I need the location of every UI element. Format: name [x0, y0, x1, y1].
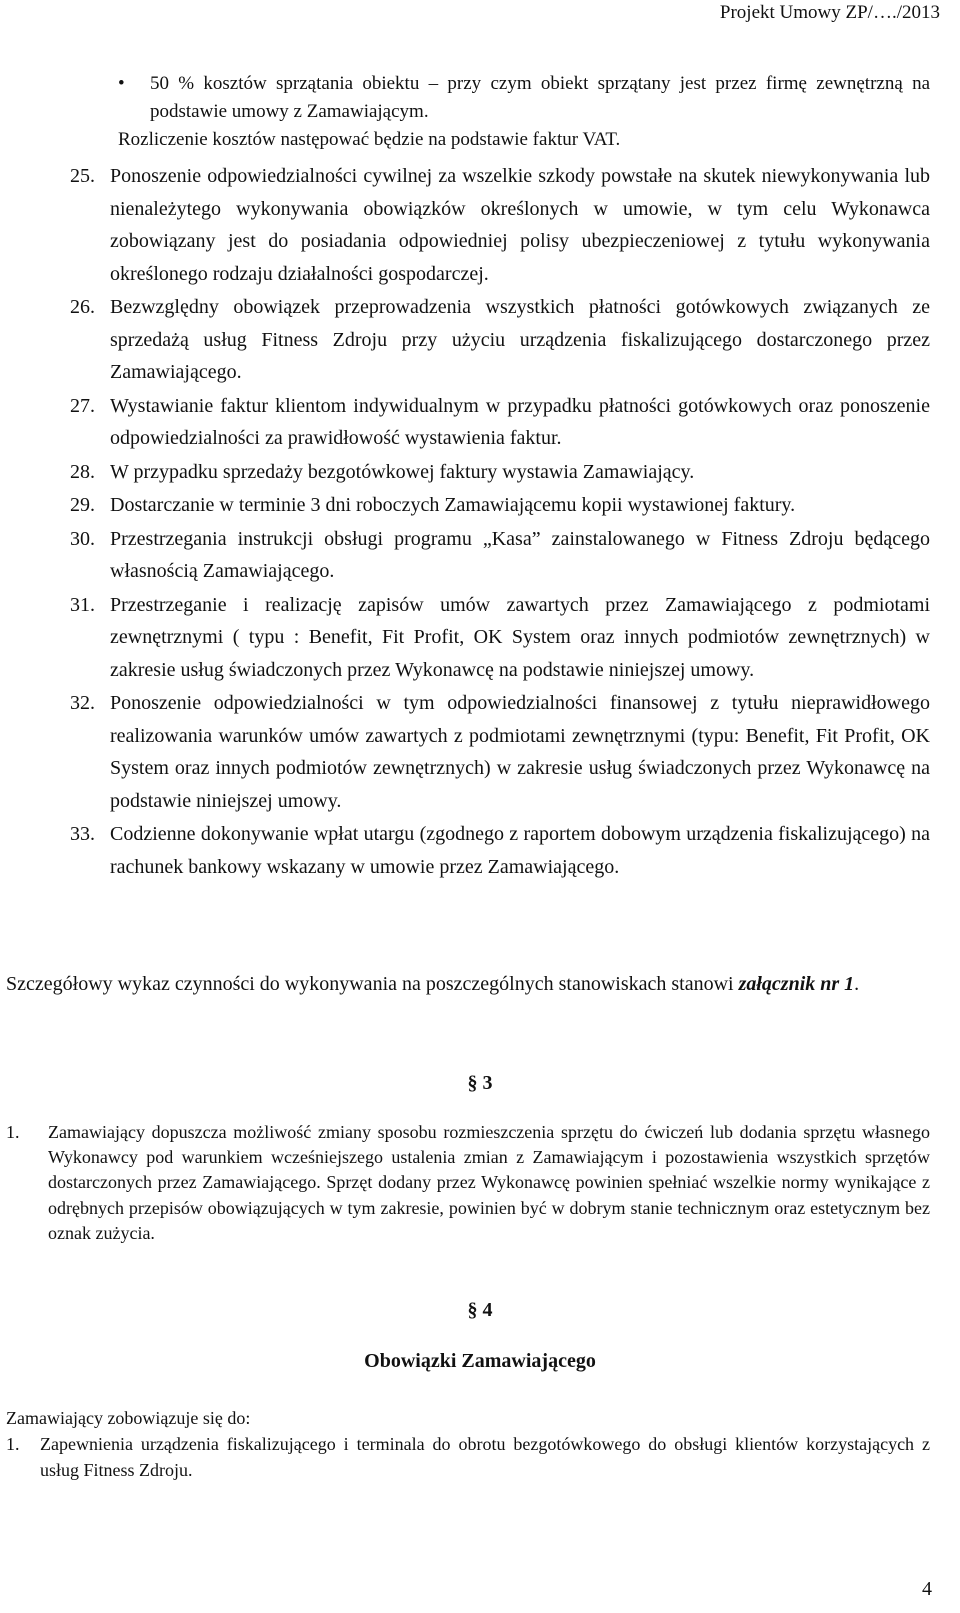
- list-item: [70, 390, 930, 455]
- list-item: [70, 523, 930, 588]
- bullet-item: [118, 70, 930, 126]
- item-text: W przypadku sprzedaży bezgotówkowej faktury wystawia Zamawiający.: [110, 460, 695, 483]
- item-number: 32.: [70, 692, 95, 714]
- section-4-list: [6, 1432, 930, 1483]
- list-item: [70, 589, 930, 687]
- list-item: [70, 489, 930, 522]
- cost-bullet-list: [118, 70, 930, 154]
- item-text: Codzienne dokonywanie wpłat utargu (zgodnego z raportem dobowym urządzenia fiskalizującego) na rachunek bankowy wskazany w umowie przez Zamawiającego.: [110, 823, 930, 878]
- list-item: [70, 291, 930, 389]
- item-text: Bezwzględny obowiązek przeprowadzenia wszystkich płatności gotówkowych związanych ze sprzedażą usług Fitness Zdroju przy użyciu urządzenia fiskalizującego dostarczonego przez Zamawiającego.: [110, 296, 930, 383]
- list-item: [70, 687, 930, 817]
- item-number: 1.: [6, 1122, 20, 1142]
- list-item: [70, 456, 930, 489]
- item-text: Ponoszenie odpowiedzialności cywilnej za wszelkie szkody powstałe na skutek niewykonywania lub nienależytego wykonywania obowiązków określonych w umowie, w tym celu Wykonawca zobowiązany jest do posiadania odpowiedniej polisy ubezpieczeniowej z tytułu wykonywania określonego rodzaju działalności gospodarczej.: [110, 165, 930, 285]
- detail-end: .: [854, 973, 860, 995]
- section-4-title: Obowiązki Zamawiającego: [364, 1350, 596, 1372]
- item-number: 33.: [70, 823, 95, 845]
- item-text: Wystawianie faktur klientom indywidualnym w przypadku płatności gotówkowych oraz ponoszenie odpowiedzialności za prawidłowość wystawienia faktur.: [110, 394, 930, 449]
- page-number: 4: [922, 1578, 932, 1600]
- item-text: Przestrzeganie i realizację zapisów umów zawartych przez Zamawiającego z podmiotami zewnętrznymi ( typu : Benefit, Fit Profit, OK System oraz innych podmiotów zewnętrznych) w zakresie usług świadczonych przez Wykonawcę na podstawie niniejszej umowy.: [110, 593, 930, 681]
- item-number: 30.: [70, 527, 95, 550]
- section-3-heading: § 3: [467, 1072, 493, 1094]
- list-item: [70, 160, 930, 290]
- bullet-text: 50 % kosztów sprzątania obiektu – przy czym obiekt sprzątany jest przez firmę zewnętrzną na podstawie umowy z Zamawiającym.: [150, 73, 930, 122]
- item-text: Dostarczanie w terminie 3 dni roboczych Zamawiającemu kopii wystawionej faktury.: [110, 494, 796, 516]
- item-number: 27.: [70, 394, 95, 417]
- list-item: [6, 1120, 930, 1246]
- item-number: 26.: [70, 296, 95, 318]
- item-text: Zapewnienia urządzenia fiskalizującego i terminala do obrotu bezgotówkowego do obsługi klientów korzystających z usług Fitness Zdroju.: [40, 1434, 930, 1480]
- item-text: Ponoszenie odpowiedzialności w tym odpowiedzialności finansowej z tytułu nieprawidłowego realizowania warunków umów zawartych z podmiotami zewnętrznymi (typu: Benefit, Fit Profit, OK System oraz innych podmiotów zewnętrznych) w zakresie usług świadczonych przez Wykonawcę na podstawie niniejszej umowy.: [110, 692, 930, 812]
- project-header: Projekt Umowy ZP/…./2013: [719, 2, 940, 23]
- bullet-icon: •: [118, 73, 125, 94]
- item-number: 1.: [6, 1434, 20, 1454]
- obligations-numbered-list: [70, 160, 930, 884]
- section-3-list: [6, 1120, 930, 1246]
- item-number: 25.: [70, 165, 95, 187]
- item-text: Przestrzegania instrukcji obsługi programu „Kasa” zainstalowanego w Fitness Zdroju będącego własnością Zamawiającego.: [110, 527, 930, 582]
- list-item: [70, 818, 930, 883]
- item-number: 28.: [70, 460, 95, 483]
- attachment-reference: załącznik nr 1: [738, 973, 855, 995]
- section-4-intro: Zamawiający zobowiązuje się do:: [6, 1408, 251, 1428]
- bullet-note: Rozliczenie kosztów następować będzie na podstawie faktur VAT.: [118, 129, 621, 150]
- detail-text: Szczegółowy wykaz czynności do wykonywania na poszczególnych stanowiskach stanowi: [6, 973, 739, 995]
- list-item: [6, 1432, 930, 1483]
- detail-paragraph: [6, 968, 930, 1000]
- item-number: 31.: [70, 593, 95, 616]
- section-4-heading: § 4: [467, 1299, 493, 1321]
- item-number: 29.: [70, 494, 95, 516]
- item-text: Zamawiający dopuszcza możliwość zmiany sposobu rozmieszczenia sprzętu do ćwiczeń lub dodania sprzętu własnego Wykonawcy pod warunkiem wcześniejszego ustalenia zmian z Zamawiającym i pozostawienia wszystkich sprzętów dostarczonych przez Zamawiającego. Sprzęt dodany przez Wykonawcę powinien spełniać wszelkie normy wynikające z odrębnych przepisów obowiązujących w tym zakresie, powinien być w dobrym stanie technicznym oraz estetycznym bez oznak zużycia.: [48, 1122, 930, 1243]
